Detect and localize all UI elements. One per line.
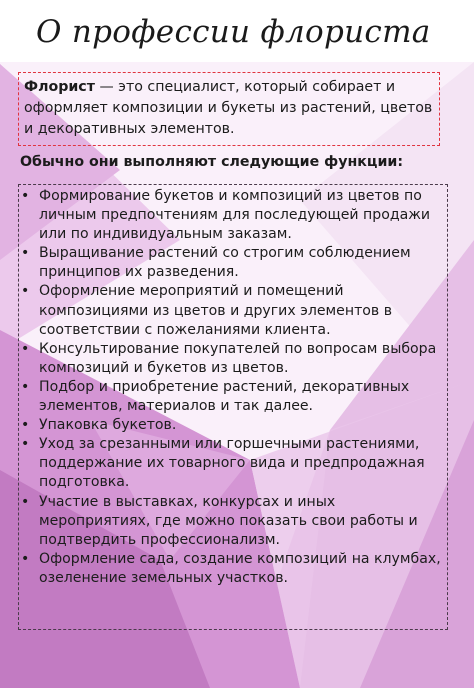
bullet-icon: • [21,340,30,357]
functions-heading: Обычно они выполняют следующие функции: [20,154,404,170]
page-title: О профессии флориста [36,14,431,50]
bullet-icon: • [21,493,30,510]
list-item [19,187,443,244]
list-item-text: Выращивание растений со строгим соблюдением принципов их разведения. [39,245,411,281]
list-item-text: Оформление сада, создание композиций на клумбах, озеленение земельных участков. [39,550,441,586]
list-item-text: Упаковка букетов. [39,417,177,434]
bullet-icon: • [21,245,30,262]
list-item-text: Консультирование покупателей по вопросам выбора композиций и букетов из цветов. [39,340,437,376]
bullet-icon: • [21,550,30,567]
list-item-text: Уход за срезанными или горшечными растениями, поддержание их товарного вида и предпродажная подготовка. [39,436,425,491]
definition-term: Флорист [24,79,95,95]
list-item [19,282,443,339]
bullet-icon: • [21,188,30,204]
list-item-text: Оформление мероприятий и помещений композициями из цветов и других элементов в соответствии с пожеланиями клиента. [39,283,392,338]
bullet-icon: • [21,436,30,453]
list-item [19,416,443,435]
functions-box [18,184,448,630]
bullet-icon: • [21,283,30,300]
functions-list [19,185,447,588]
definition-box [18,72,440,146]
list-item [19,493,443,550]
definition-text: это специалист, который собирает и оформляет композиции и букеты из растений, цветов и декоративных элементов. [24,79,433,137]
list-item-text: Участие в выставках, конкурсах и иных мероприятиях, где можно показать свои работы и подтвердить профессионализм. [39,493,418,548]
list-item [19,340,443,378]
bullet-icon: • [21,378,30,395]
list-item [19,378,443,416]
definition-dash: — [94,79,119,95]
list-item-text: Формирование букетов и композиций из цветов по личным предпочтениям для последующей продажи или по индивидуальным заказам. [39,188,431,243]
list-item-text: Подбор и приобретение растений, декоративных элементов, материалов и так далее. [39,378,410,415]
bullet-icon: • [21,417,30,434]
list-item [19,550,443,588]
list-item [19,244,443,282]
list-item [19,435,443,492]
